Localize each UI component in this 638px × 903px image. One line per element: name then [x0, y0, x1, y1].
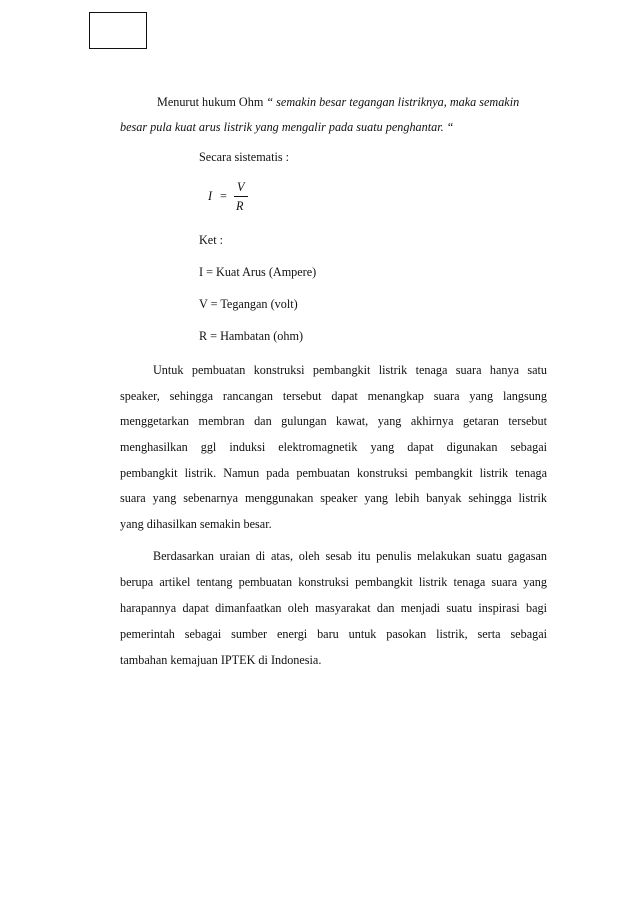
paragraph1-line-4: menghasilkan ggl induksi elektromagnetik yang dapat digunakan sebagai [120, 440, 547, 454]
fraction-bar [234, 196, 248, 197]
formula-lead: Secara sistematis : [199, 150, 290, 164]
paragraph1-line-2: speaker, sehingga rancangan tersebut dapat menangkap suara yang langsung [120, 389, 547, 403]
legend-item-voltage: V = Tegangan (volt) [199, 297, 298, 311]
intro-plain-text: Menurut hukum Ohm [157, 95, 267, 109]
page-number-box [89, 12, 147, 49]
ohm-formula [208, 182, 268, 216]
intro-line-2: besar pula kuat arus listrik yang mengalir pada suatu penghantar. “ [120, 120, 454, 134]
formula-denominator: R [236, 199, 244, 213]
formula-lhs: I [208, 189, 213, 203]
intro-line-1 [157, 95, 547, 109]
paragraph2-line-5: tambahan kemajuan IPTEK di Indonesia. [120, 653, 322, 667]
paragraph1-line-7: yang dihasilkan semakin besar. [120, 517, 272, 531]
legend-title: Ket : [199, 233, 224, 247]
paragraph2-line-3: harapannya dapat dimanfaatkan oleh masyarakat dan menjadi suatu inspirasi bagi [120, 601, 547, 615]
legend-item-resistance: R = Hambatan (ohm) [199, 329, 304, 343]
paragraph1-line-6: suara yang sebenarnya menggunakan speaker yang lebih banyak sehingga listrik [120, 491, 547, 505]
paragraph1-line-3: menggetarkan membran dan gulungan kawat, yang akhirnya getaran tersebut [120, 414, 547, 428]
paragraph1-line-1: Untuk pembuatan konstruksi pembangkit listrik tenaga suara hanya satu [153, 363, 547, 377]
intro-quote-start: “ semakin besar tegangan listriknya, maka semakin [266, 95, 520, 109]
paragraph2-line-1: Berdasarkan uraian di atas, oleh sesab itu penulis melakukan suatu gagasan [153, 549, 547, 563]
paragraph2-line-4: pemerintah sebagai sumber energi baru untuk pasokan listrik, serta sebagai [120, 627, 547, 641]
formula-equals: = [220, 189, 227, 203]
legend-item-current: I = Kuat Arus (Ampere) [199, 265, 317, 279]
paragraph1-line-5: pembangkit listrik. Namun pada pembuatan konstruksi pembangkit listrik tenaga [120, 466, 547, 480]
paragraph2-line-2: berupa artikel tentang pembuatan konstruksi pembangkit listrik tenaga suara yang [120, 575, 547, 589]
formula-numerator: V [237, 180, 245, 194]
